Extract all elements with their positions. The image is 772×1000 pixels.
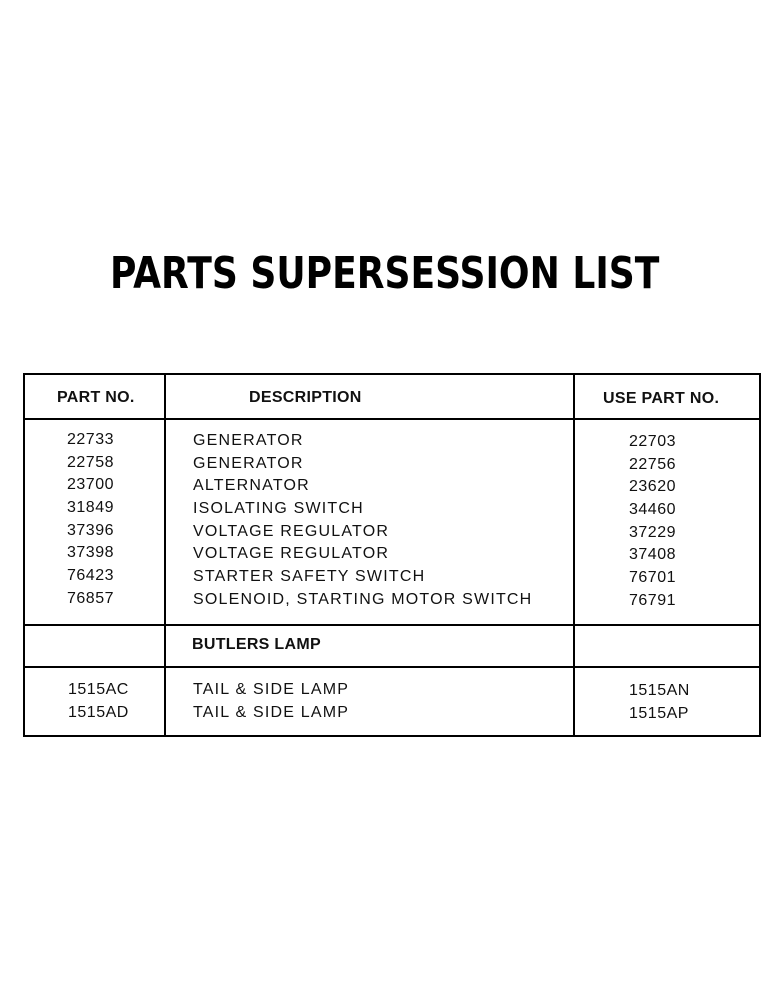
description-cell: GENERATOR (193, 454, 304, 472)
use-part-no-cell: 22756 (629, 455, 676, 473)
section-heading: BUTLERS LAMP (192, 636, 321, 653)
use-part-no-cell: 37229 (629, 523, 676, 541)
part-no-cell: 22758 (67, 453, 114, 471)
description-cell: ISOLATING SWITCH (193, 500, 364, 518)
description-cell: SOLENOID, STARTING MOTOR SWITCH (193, 590, 533, 608)
use-part-no-cell: 76701 (629, 569, 676, 587)
header-divider (25, 418, 759, 420)
use-part-no-cell: 1515AP (629, 704, 689, 722)
use-part-no-cell: 1515AN (629, 682, 690, 699)
use-part-no-cell: 34460 (629, 501, 676, 519)
description-cell: VOLTAGE REGULATOR (193, 545, 390, 563)
column-divider (164, 375, 166, 735)
part-no-cell: 1515AC (68, 681, 129, 698)
part-no-cell: 23700 (67, 476, 114, 494)
header-use-part-no: USE PART NO. (603, 390, 720, 407)
use-part-no-cell: 37408 (629, 546, 676, 564)
part-no-cell: 76857 (67, 589, 114, 607)
part-no-cell: 76423 (67, 567, 114, 585)
description-cell: ALTERNATOR (193, 477, 310, 495)
section-part-no-column (68, 679, 129, 724)
header-part-no: PART NO. (57, 389, 135, 406)
section-description-column (193, 679, 349, 724)
part-no-cell: 37398 (67, 544, 114, 562)
part-no-cell: 37396 (67, 521, 114, 539)
description-cell: TAIL & SIDE LAMP (193, 703, 350, 721)
section-use-part-no-column (629, 680, 690, 725)
supersession-table (23, 373, 761, 737)
description-cell: VOLTAGE REGULATOR (193, 522, 390, 540)
use-part-no-column (629, 431, 676, 613)
part-no-cell: 1515AD (68, 703, 129, 721)
part-no-column (67, 429, 114, 611)
description-column (193, 430, 532, 612)
use-part-no-cell: 23620 (629, 478, 676, 496)
part-no-cell: 31849 (67, 499, 114, 517)
description-cell: GENERATOR (193, 432, 304, 449)
section-divider (25, 624, 759, 626)
description-cell: TAIL & SIDE LAMP (193, 681, 350, 698)
column-divider (573, 375, 575, 735)
page-title: PARTS SUPERSESSION LIST (110, 248, 660, 299)
header-description: DESCRIPTION (249, 389, 362, 406)
description-cell: STARTER SAFETY SWITCH (193, 568, 426, 586)
part-no-cell: 22733 (67, 431, 114, 448)
section-divider (25, 666, 759, 668)
use-part-no-cell: 22703 (629, 433, 676, 450)
use-part-no-cell: 76791 (629, 591, 676, 609)
